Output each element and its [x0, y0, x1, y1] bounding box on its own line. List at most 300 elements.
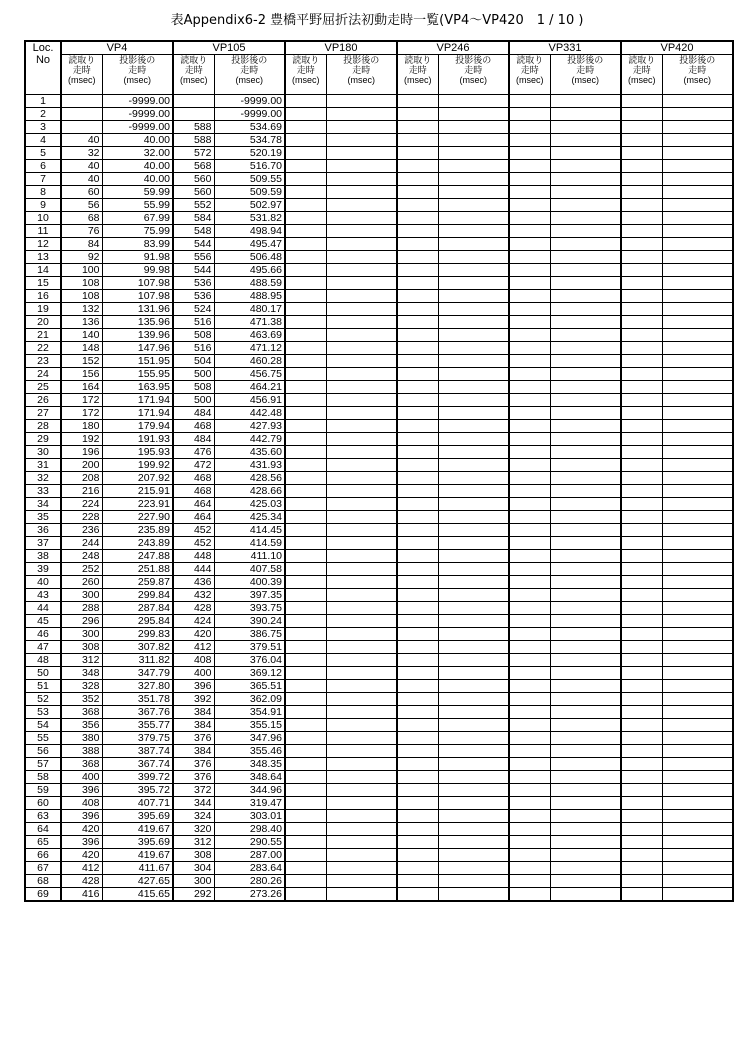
projected-time-cell: [550, 511, 621, 524]
projected-time-cell: [550, 95, 621, 108]
read-time-cell: [397, 589, 438, 602]
projected-time-cell: [438, 797, 509, 810]
loc-label: Loc.: [32, 42, 54, 54]
read-time-cell: [397, 121, 438, 134]
projected-time-cell: 259.87: [102, 576, 173, 589]
projected-time-cell: [662, 472, 733, 485]
projected-time-cell: -9999.00: [102, 95, 173, 108]
projected-time-cell: [662, 498, 733, 511]
loc-number-cell: 29: [25, 433, 61, 446]
table-row: [25, 602, 733, 615]
projected-time-cell: [550, 797, 621, 810]
projected-time-cell: 400.39: [214, 576, 285, 589]
read-time-cell: 92: [61, 251, 102, 264]
table-row: [25, 160, 733, 173]
read-time-cell: 376: [173, 758, 214, 771]
loc-number-cell: 43: [25, 589, 61, 602]
read-time-cell: [621, 888, 662, 902]
read-time-cell: [397, 888, 438, 902]
projected-time-cell: [326, 641, 397, 654]
projected-time-cell: [326, 875, 397, 888]
read-time-cell: [397, 641, 438, 654]
read-time-cell: 296: [61, 615, 102, 628]
read-time-cell: [621, 160, 662, 173]
read-time-cell: 408: [61, 797, 102, 810]
table-row: [25, 888, 733, 902]
read-time-cell: [397, 719, 438, 732]
read-time-cell: [285, 615, 326, 628]
read-time-cell: 352: [61, 693, 102, 706]
group-header-vp4: VP4: [61, 41, 173, 55]
projected-time-cell: 40.00: [102, 160, 173, 173]
projected-time-cell: [550, 602, 621, 615]
read-time-cell: [285, 524, 326, 537]
header-line: 投影後の: [231, 55, 268, 65]
projected-time-cell: [662, 173, 733, 186]
read-time-cell: [397, 225, 438, 238]
read-time-cell: 348: [61, 667, 102, 680]
read-time-cell: 40: [61, 134, 102, 147]
projected-time-cell: 471.12: [214, 342, 285, 355]
projected-time-cell: 347.96: [214, 732, 285, 745]
read-time-cell: [621, 836, 662, 849]
loc-number-cell: 36: [25, 524, 61, 537]
projected-time-cell: [662, 628, 733, 641]
projected-time-cell: [662, 160, 733, 173]
no-label: No: [35, 54, 51, 66]
read-time-cell: 372: [173, 784, 214, 797]
read-time-cell: 136: [61, 316, 102, 329]
projected-time-cell: [438, 680, 509, 693]
read-time-cell: [285, 888, 326, 902]
read-time-cell: [285, 95, 326, 108]
projected-time-cell: [550, 147, 621, 160]
read-time-cell: [397, 303, 438, 316]
read-time-cell: 556: [173, 251, 214, 264]
projected-time-cell: [326, 95, 397, 108]
read-time-cell: 164: [61, 381, 102, 394]
read-time-cell: 400: [61, 771, 102, 784]
read-time-cell: 224: [61, 498, 102, 511]
read-time-cell: 108: [61, 277, 102, 290]
loc-number-cell: 34: [25, 498, 61, 511]
projected-time-cell: 147.96: [102, 342, 173, 355]
projected-time-cell: [550, 407, 621, 420]
table-row: [25, 511, 733, 524]
projected-time-cell: [662, 888, 733, 902]
projected-time-cell: 207.92: [102, 472, 173, 485]
projected-time-cell: [438, 225, 509, 238]
read-time-cell: [509, 888, 550, 902]
read-time-cell: 464: [173, 498, 214, 511]
read-time-cell: 552: [173, 199, 214, 212]
read-time-cell: [285, 810, 326, 823]
read-time-cell: [397, 95, 438, 108]
read-time-cell: 412: [61, 862, 102, 875]
projected-time-cell: [438, 758, 509, 771]
read-time-cell: [397, 485, 438, 498]
read-time-cell: [509, 108, 550, 121]
table-row: [25, 264, 733, 277]
table-row: [25, 433, 733, 446]
projected-time-cell: [550, 277, 621, 290]
read-time-cell: [397, 459, 438, 472]
read-time-cell: 428: [173, 602, 214, 615]
projected-time-cell: [550, 693, 621, 706]
projected-time-cell: [438, 199, 509, 212]
read-time-cell: [285, 329, 326, 342]
projected-time-cell: [326, 784, 397, 797]
projected-time-cell: [438, 147, 509, 160]
read-time-cell: [509, 368, 550, 381]
table-row: [25, 225, 733, 238]
column-header-row: [25, 55, 733, 95]
table-row: [25, 537, 733, 550]
projected-time-cell: [662, 316, 733, 329]
projected-time-cell: [662, 433, 733, 446]
projected-time-cell: 135.96: [102, 316, 173, 329]
projected-time-cell: [662, 719, 733, 732]
read-time-cell: [621, 251, 662, 264]
header-line: (msec): [571, 75, 599, 85]
projected-time-cell: [550, 680, 621, 693]
projected-time-cell: [326, 680, 397, 693]
read-time-cell: [397, 355, 438, 368]
header-line: 走時: [632, 65, 651, 75]
projected-time-cell: [662, 537, 733, 550]
read-time-cell: 244: [61, 537, 102, 550]
read-time-cell: [621, 784, 662, 797]
table-row: [25, 641, 733, 654]
projected-time-cell: 215.91: [102, 485, 173, 498]
read-time-cell: [621, 875, 662, 888]
read-time-cell: 380: [61, 732, 102, 745]
projected-time-cell: [662, 563, 733, 576]
read-time-cell: [509, 602, 550, 615]
loc-number-cell: 63: [25, 810, 61, 823]
read-time-cell: 572: [173, 147, 214, 160]
projected-time-cell: [662, 875, 733, 888]
projected-time-cell: [550, 173, 621, 186]
projected-time-cell: [326, 771, 397, 784]
projected-time-cell: 480.17: [214, 303, 285, 316]
header-line: (msec): [235, 75, 263, 85]
read-time-cell: [285, 719, 326, 732]
table-row: [25, 875, 733, 888]
projected-time-cell: 509.55: [214, 173, 285, 186]
projected-time-cell: 534.78: [214, 134, 285, 147]
projected-time-cell: [550, 329, 621, 342]
projected-time-cell: [662, 277, 733, 290]
loc-number-cell: 38: [25, 550, 61, 563]
read-time-cell: [621, 316, 662, 329]
read-time-cell: [509, 290, 550, 303]
read-time-cell: [509, 563, 550, 576]
projected-time-cell: [550, 628, 621, 641]
projected-time-cell: [326, 849, 397, 862]
table-row: [25, 251, 733, 264]
read-time-header: [621, 55, 662, 95]
read-time-cell: [397, 524, 438, 537]
projected-time-cell: [438, 732, 509, 745]
projected-time-cell: [438, 407, 509, 420]
projected-time-cell: [550, 745, 621, 758]
read-time-cell: 396: [173, 680, 214, 693]
read-time-cell: 84: [61, 238, 102, 251]
read-time-cell: [509, 719, 550, 732]
read-time-cell: [509, 433, 550, 446]
projected-time-cell: [438, 836, 509, 849]
header-line: 読取り: [516, 55, 544, 65]
read-time-cell: [621, 225, 662, 238]
projected-time-cell: [550, 810, 621, 823]
projected-time-cell: [550, 368, 621, 381]
projected-time-cell: [662, 407, 733, 420]
projected-time-cell: [438, 693, 509, 706]
header-line: 投影後の: [679, 55, 716, 65]
projected-time-cell: [550, 576, 621, 589]
projected-time-cell: 411.67: [102, 862, 173, 875]
loc-number-cell: 15: [25, 277, 61, 290]
projected-time-cell: 425.34: [214, 511, 285, 524]
read-time-cell: [285, 602, 326, 615]
projected-time-cell: 251.88: [102, 563, 173, 576]
projected-time-cell: [662, 732, 733, 745]
projected-time-cell: [438, 95, 509, 108]
read-time-cell: 384: [173, 745, 214, 758]
group-header-row: [25, 41, 733, 55]
projected-time-cell: 171.94: [102, 407, 173, 420]
projected-time-cell: [438, 446, 509, 459]
read-time-cell: [397, 693, 438, 706]
read-time-cell: [285, 173, 326, 186]
projected-time-cell: 348.64: [214, 771, 285, 784]
projected-time-cell: [662, 446, 733, 459]
projected-time-cell: [550, 641, 621, 654]
projected-time-cell: [438, 381, 509, 394]
projected-time-cell: [326, 134, 397, 147]
read-time-cell: [285, 394, 326, 407]
projected-time-cell: [550, 433, 621, 446]
table-row: [25, 420, 733, 433]
loc-number-cell: 30: [25, 446, 61, 459]
read-time-cell: 300: [61, 589, 102, 602]
read-time-cell: 196: [61, 446, 102, 459]
projected-time-cell: [326, 277, 397, 290]
table-row: [25, 277, 733, 290]
read-time-cell: [621, 576, 662, 589]
loc-header: [25, 41, 61, 95]
projected-time-cell: [326, 524, 397, 537]
read-time-cell: [509, 641, 550, 654]
table-row: [25, 316, 733, 329]
read-time-cell: [621, 758, 662, 771]
projected-time-cell: 390.24: [214, 615, 285, 628]
projected-time-cell: [550, 108, 621, 121]
projected-time-cell: [326, 498, 397, 511]
projected-time-cell: 295.84: [102, 615, 173, 628]
read-time-cell: [509, 862, 550, 875]
projected-time-cell: [326, 186, 397, 199]
read-time-cell: [397, 836, 438, 849]
header-line: (msec): [459, 75, 487, 85]
projected-time-cell: [550, 823, 621, 836]
read-time-cell: [621, 680, 662, 693]
table-row: [25, 407, 733, 420]
read-time-cell: [509, 303, 550, 316]
read-time-cell: [285, 368, 326, 381]
projected-time-cell: [550, 784, 621, 797]
projected-time-cell: [662, 550, 733, 563]
projected-time-cell: [438, 862, 509, 875]
read-time-cell: 544: [173, 264, 214, 277]
table-row: [25, 563, 733, 576]
projected-time-cell: 419.67: [102, 823, 173, 836]
loc-number-cell: 58: [25, 771, 61, 784]
projected-time-cell: 67.99: [102, 212, 173, 225]
read-time-cell: 308: [61, 641, 102, 654]
projected-time-cell: 355.46: [214, 745, 285, 758]
projected-time-cell: [662, 836, 733, 849]
table-row: [25, 771, 733, 784]
projected-time-cell: [662, 368, 733, 381]
projected-time-cell: [438, 186, 509, 199]
read-time-cell: [509, 745, 550, 758]
read-time-cell: 420: [173, 628, 214, 641]
table-row: [25, 836, 733, 849]
loc-number-cell: 64: [25, 823, 61, 836]
read-time-cell: [621, 550, 662, 563]
projected-time-cell: [550, 238, 621, 251]
projected-time-cell: -9999.00: [102, 108, 173, 121]
loc-number-cell: 51: [25, 680, 61, 693]
projected-time-cell: 83.99: [102, 238, 173, 251]
read-time-cell: [509, 381, 550, 394]
read-time-cell: [621, 485, 662, 498]
projected-time-cell: [662, 290, 733, 303]
projected-time-cell: 348.35: [214, 758, 285, 771]
projected-time-cell: [438, 810, 509, 823]
header-line: (msec): [516, 75, 544, 85]
table-row: [25, 524, 733, 537]
projected-time-cell: [326, 719, 397, 732]
loc-number-cell: 10: [25, 212, 61, 225]
read-time-cell: [621, 797, 662, 810]
table-row: [25, 693, 733, 706]
read-time-cell: [509, 836, 550, 849]
read-time-cell: [285, 706, 326, 719]
read-time-cell: [397, 433, 438, 446]
projected-time-cell: 351.78: [102, 693, 173, 706]
projected-time-header: [102, 55, 173, 95]
projected-time-cell: 131.96: [102, 303, 173, 316]
read-time-cell: 40: [61, 173, 102, 186]
read-time-cell: 464: [173, 511, 214, 524]
projected-time-cell: [550, 342, 621, 355]
projected-time-cell: [326, 108, 397, 121]
read-time-cell: [285, 303, 326, 316]
projected-time-cell: [438, 485, 509, 498]
read-time-cell: 384: [173, 719, 214, 732]
read-time-cell: 428: [61, 875, 102, 888]
read-time-cell: 228: [61, 511, 102, 524]
read-time-cell: [397, 381, 438, 394]
projected-time-cell: [550, 550, 621, 563]
projected-time-cell: [438, 745, 509, 758]
read-time-cell: 312: [173, 836, 214, 849]
projected-time-cell: [326, 121, 397, 134]
projected-time-cell: [550, 732, 621, 745]
read-time-cell: [509, 147, 550, 160]
read-time-cell: [621, 303, 662, 316]
projected-time-cell: [438, 524, 509, 537]
projected-time-cell: 495.66: [214, 264, 285, 277]
read-time-cell: 156: [61, 368, 102, 381]
read-time-cell: [285, 251, 326, 264]
read-time-cell: [397, 862, 438, 875]
loc-number-cell: 45: [25, 615, 61, 628]
projected-time-cell: [438, 654, 509, 667]
projected-time-cell: 227.90: [102, 511, 173, 524]
projected-time-cell: [326, 173, 397, 186]
read-time-cell: [397, 784, 438, 797]
projected-time-cell: [550, 134, 621, 147]
projected-time-cell: [326, 745, 397, 758]
read-time-cell: [397, 823, 438, 836]
projected-time-cell: 427.65: [102, 875, 173, 888]
table-row: [25, 459, 733, 472]
projected-time-cell: 199.92: [102, 459, 173, 472]
projected-time-cell: 419.67: [102, 849, 173, 862]
table-row: [25, 446, 733, 459]
table-row: [25, 758, 733, 771]
projected-time-cell: [326, 251, 397, 264]
projected-time-cell: [326, 654, 397, 667]
projected-time-cell: [326, 407, 397, 420]
read-time-cell: [397, 537, 438, 550]
read-time-cell: [285, 277, 326, 290]
projected-time-cell: 362.09: [214, 693, 285, 706]
read-time-cell: [621, 355, 662, 368]
read-time-cell: [509, 134, 550, 147]
projected-time-cell: 273.26: [214, 888, 285, 902]
projected-time-cell: [438, 706, 509, 719]
projected-time-cell: [662, 225, 733, 238]
loc-number-cell: 40: [25, 576, 61, 589]
read-time-cell: [621, 290, 662, 303]
projected-time-cell: 386.75: [214, 628, 285, 641]
projected-time-cell: [438, 212, 509, 225]
read-time-cell: 396: [61, 836, 102, 849]
projected-time-cell: [438, 875, 509, 888]
loc-number-cell: 54: [25, 719, 61, 732]
read-time-cell: [285, 589, 326, 602]
projected-time-cell: 327.80: [102, 680, 173, 693]
read-time-cell: [397, 160, 438, 173]
loc-number-cell: 50: [25, 667, 61, 680]
read-time-cell: [621, 849, 662, 862]
read-time-cell: 300: [173, 875, 214, 888]
projected-time-cell: 365.51: [214, 680, 285, 693]
loc-number-cell: 4: [25, 134, 61, 147]
projected-time-cell: [326, 836, 397, 849]
read-time-cell: [397, 394, 438, 407]
read-time-cell: [285, 212, 326, 225]
read-time-cell: [621, 615, 662, 628]
read-time-cell: [509, 277, 550, 290]
projected-time-cell: [662, 589, 733, 602]
header-line: 走時: [520, 65, 539, 75]
